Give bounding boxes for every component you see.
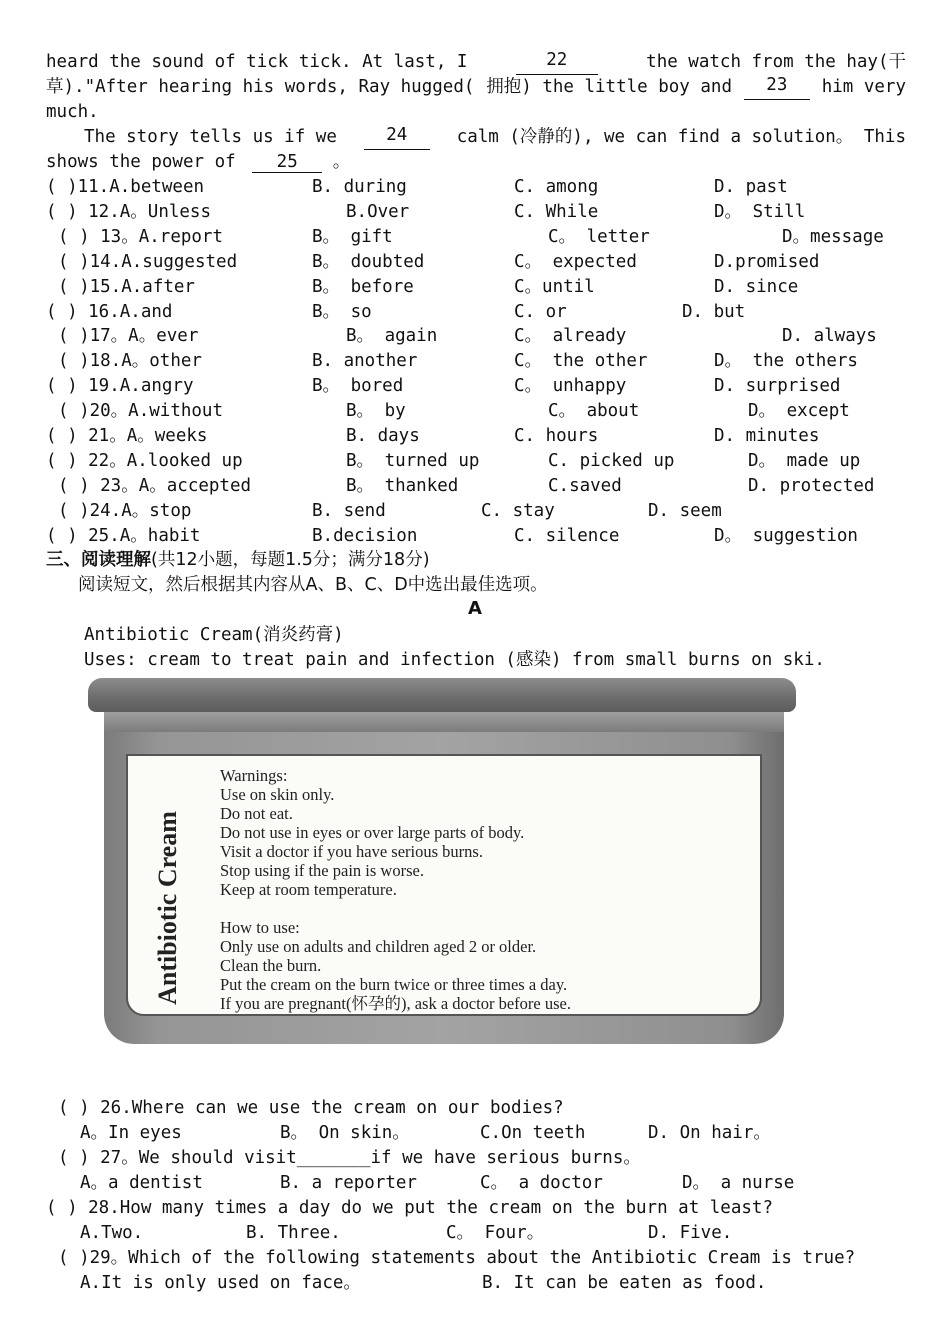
question-option-d: D。 Still — [714, 201, 806, 222]
cream-title: Antibiotic Cream(消炎药膏) — [84, 625, 344, 645]
label-line: Keep at room temperature. — [220, 880, 397, 899]
question-option-d: D。 except — [748, 401, 850, 422]
label-line: Put the cream on the burn twice or three times a day. — [220, 975, 568, 994]
reading-options — [46, 1121, 926, 1146]
question-option-d: D. but — [682, 301, 746, 322]
question-option-b: B。 bored — [312, 376, 404, 397]
cream-uses: Uses: cream to treat pain and infection (感染) from small burns on ski. — [84, 650, 825, 670]
question-option-d: D. surprised — [714, 376, 841, 397]
passage-line-3: much. — [46, 102, 99, 122]
section-instruction: 阅读短文，然后根据其内容从A、B、C、D中选出最佳选项。 — [78, 575, 548, 595]
cream-jar-image — [88, 672, 800, 1058]
passage-cjk: 草 — [46, 77, 64, 97]
reading-option-d: D. Five. — [648, 1223, 733, 1243]
question-option-a: ( )17。A。ever — [58, 326, 199, 347]
label-line: Stop using if the pain is worse. — [220, 861, 424, 880]
passage-text: 。 — [332, 152, 351, 172]
passage-cjk: 拥抱 — [486, 77, 522, 97]
question-option-a: ( ) 21。A。weeks — [46, 426, 208, 446]
question-option-d: D. minutes — [714, 426, 820, 446]
question-option-b: B。 turned up — [346, 450, 480, 471]
passage-line-2 — [46, 75, 906, 100]
question-option-a: ( )24.A。stop — [58, 500, 192, 521]
question-option-c: C. among — [514, 177, 599, 197]
question-row — [46, 275, 926, 300]
question-text: ( )29。Which of the following statements about the Antibiotic Cream is true? — [58, 1248, 856, 1268]
question-option-c: C。 expected — [514, 251, 637, 272]
passage-line-5 — [46, 150, 906, 175]
blank-23: 23 — [744, 75, 810, 100]
question-option-d: D。 suggestion — [714, 525, 858, 546]
question-option-b: B. send — [312, 500, 386, 521]
question-option-b: B。 thanked — [346, 475, 459, 496]
question-option-a: ( ) 22。A.looked up — [46, 450, 243, 471]
question-row — [46, 524, 926, 549]
blank-25: 25 — [252, 152, 322, 173]
question-row — [46, 200, 926, 225]
passage-cjk: 冷静的 — [519, 127, 573, 147]
section-3-heading — [46, 548, 906, 573]
question-option-b: B。 by — [346, 401, 406, 422]
label-line: How to use: — [220, 918, 300, 937]
passage-text: ) the little boy and — [521, 77, 732, 97]
jar-neck — [104, 712, 784, 732]
label-text — [220, 766, 750, 1013]
question-option-d: D. seem — [648, 500, 722, 521]
question-option-a: ( )11.A.between — [46, 177, 205, 197]
question-option-b: B. days — [346, 426, 420, 446]
question-text: ( ) 27。We should visit_______if we have serious burns。 — [58, 1148, 641, 1168]
blank-24: 24 — [364, 125, 430, 150]
question-option-a: ( ) 19.A.angry — [46, 376, 194, 397]
reading-question — [46, 1146, 926, 1171]
reading-option-a: A.It is only used on face。 — [80, 1273, 361, 1293]
reading-option-a: A。In eyes — [80, 1123, 182, 1143]
question-text: ( ) 28.How many times a day do we put the cream on the burn at least? — [46, 1198, 773, 1218]
question-option-d: D。 the others — [714, 351, 858, 372]
reading-question — [46, 1096, 926, 1121]
reading-option-b: B。 On skin。 — [280, 1123, 410, 1143]
question-option-a: ( ) 16.A.and — [46, 301, 173, 322]
question-row — [46, 175, 926, 200]
label-line: Do not eat. — [220, 804, 293, 823]
blank-22: 22 — [516, 50, 598, 75]
passage-text: ), we can find a solution。 This — [572, 127, 906, 147]
question-option-a: ( )14.A.suggested — [58, 251, 238, 272]
passage-text: shows the power of — [46, 152, 236, 172]
question-row — [46, 349, 926, 374]
passage-line-4 — [84, 125, 906, 150]
question-option-a: ( ) 25.A。habit — [46, 525, 201, 546]
reading-option-d: D. On hair。 — [648, 1123, 771, 1143]
question-option-c: C。 the other — [514, 351, 648, 372]
question-option-c: C. silence — [514, 525, 620, 546]
question-option-c: C. While — [514, 201, 599, 222]
reading-question — [46, 1196, 926, 1221]
question-row — [46, 474, 926, 499]
label-line: Use on skin only. — [220, 785, 335, 804]
label-line: Visit a doctor if you have serious burns. — [220, 842, 483, 861]
question-option-a: ( )15.A.after — [58, 276, 195, 297]
passage-text: heard the sound of tick tick. At last, I — [46, 52, 468, 72]
reading-option-b: B. It can be eaten as food. — [482, 1273, 767, 1293]
passage-text: )."After hearing his words, Ray hugged( — [63, 77, 475, 97]
reading-option-a: A。a dentist — [80, 1173, 203, 1193]
passage-text: The story tells us if we — [84, 127, 337, 147]
question-row — [46, 324, 926, 349]
jar-label — [126, 754, 762, 1016]
reading-question — [46, 1246, 926, 1271]
reading-option-c: C.On teeth — [480, 1123, 586, 1143]
question-text: ( ) 26.Where can we use the cream on our bodies? — [58, 1098, 564, 1118]
passage-cjk: 干 — [888, 52, 906, 72]
reading-option-c: C。 a doctor — [480, 1173, 603, 1193]
question-option-c: C. hours — [514, 426, 599, 446]
question-row — [46, 250, 926, 275]
label-product-name: Antibiotic Cream — [153, 811, 182, 1005]
reading-options — [46, 1171, 926, 1196]
reading-options — [46, 1221, 926, 1246]
passage-line-1 — [46, 50, 906, 75]
question-option-b: B。 before — [312, 276, 414, 297]
question-option-c: C。 already — [514, 326, 627, 347]
label-line: If you are pregnant(怀孕的), ask a doctor before use. — [220, 994, 571, 1013]
label-line: Only use on adults and children aged 2 or older. — [220, 937, 537, 956]
section-note: (共12小题，每题1.5分；满分18分) — [151, 550, 430, 570]
label-line — [220, 899, 750, 918]
question-option-b: B。 doubted — [312, 251, 425, 272]
reading-option-c: C。 Four。 — [446, 1223, 545, 1243]
question-option-d: D。 made up — [748, 450, 861, 471]
question-option-c: C. stay — [481, 500, 555, 521]
question-row — [46, 399, 926, 424]
question-option-b: B.decision — [312, 525, 418, 546]
label-line: Clean the burn. — [220, 956, 322, 975]
question-row — [46, 300, 926, 325]
question-option-c: C.saved — [548, 475, 622, 496]
question-option-d: D。message — [782, 226, 884, 247]
question-option-c: C。 about — [548, 401, 640, 422]
question-option-b: B。 gift — [312, 226, 393, 247]
question-option-a: ( ) 13。A.report — [58, 226, 224, 247]
question-row — [46, 449, 926, 474]
question-option-d: D.promised — [714, 251, 820, 272]
question-option-d: D. protected — [748, 475, 875, 496]
question-option-b: B.Over — [346, 201, 410, 222]
passage-label-a: A — [468, 598, 482, 619]
reading-options — [46, 1271, 926, 1296]
question-option-d: D. past — [714, 177, 788, 197]
question-option-b: B。 so — [312, 301, 372, 322]
question-option-a: ( ) 23。A。accepted — [58, 475, 252, 496]
question-row — [46, 225, 926, 250]
reading-option-b: B. Three. — [246, 1223, 341, 1243]
question-option-c: C。 letter — [548, 226, 650, 247]
passage-text: calm ( — [456, 127, 520, 147]
question-option-c: C。until — [514, 276, 595, 297]
question-option-c: C. or — [514, 301, 567, 322]
question-option-a: ( ) 12.A。Unless — [46, 201, 212, 222]
question-option-c: C。 unhappy — [514, 376, 627, 397]
question-option-c: C. picked up — [548, 450, 675, 471]
question-option-b: B。 again — [346, 326, 438, 347]
reading-option-d: D。 a nurse — [682, 1173, 795, 1193]
question-option-d: D. since — [714, 276, 799, 297]
label-line: Do not use in eyes or over large parts of body. — [220, 823, 525, 842]
question-option-a: ( )20。A.without — [58, 401, 224, 422]
question-option-b: B. during — [312, 177, 407, 197]
question-row — [46, 424, 926, 449]
question-row — [46, 499, 926, 524]
reading-option-a: A.Two. — [80, 1223, 144, 1243]
question-row — [46, 374, 926, 399]
question-option-b: B. another — [312, 351, 418, 372]
passage-text: him very — [821, 77, 906, 97]
passage-text: the watch from the hay( — [646, 52, 889, 72]
question-option-a: ( )18.A。other — [58, 351, 202, 372]
jar-lid — [88, 678, 796, 712]
reading-option-b: B. a reporter — [280, 1173, 417, 1193]
section-title: 三、阅读理解 — [46, 550, 151, 570]
question-option-d: D. always — [782, 326, 877, 347]
label-line: Warnings: — [220, 766, 288, 785]
